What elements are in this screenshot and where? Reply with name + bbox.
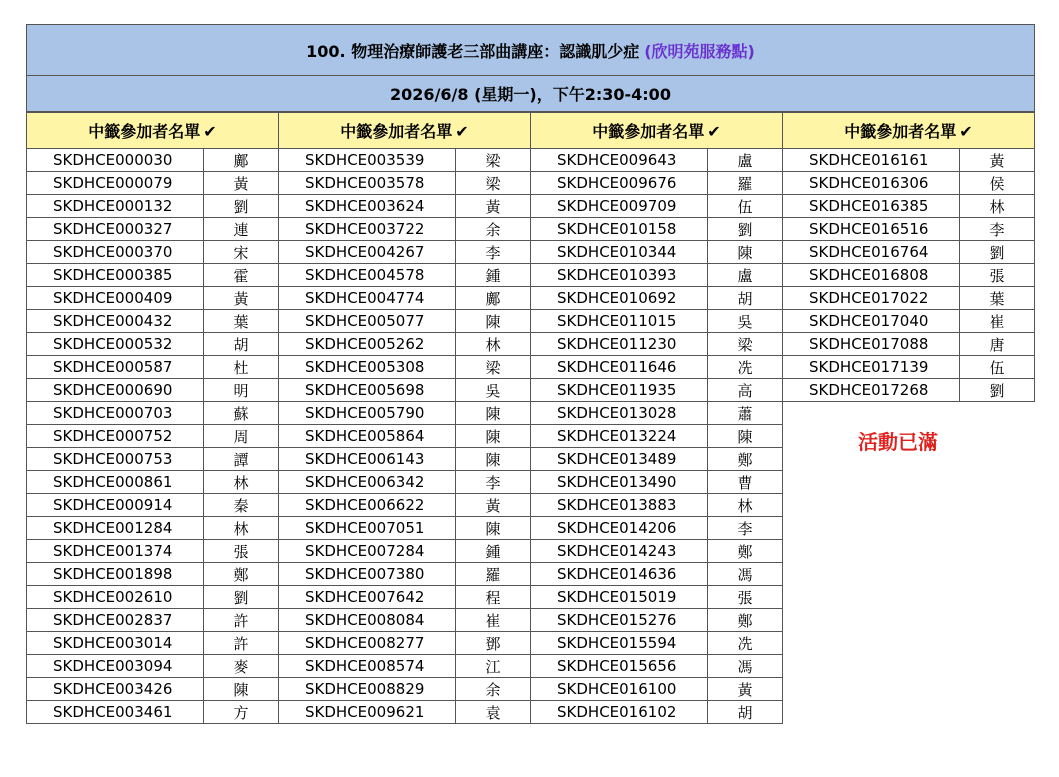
column-header: 中籤參加者名單 ✔ [27, 113, 279, 149]
participant-code: SKDHCE006342 [279, 471, 456, 494]
participant-surname: 李 [960, 218, 1035, 241]
empty-cell [960, 517, 1035, 540]
participant-code: SKDHCE015594 [531, 632, 708, 655]
participant-code: SKDHCE000030 [27, 149, 204, 172]
participant-code: SKDHCE000385 [27, 264, 204, 287]
participant-surname: 林 [456, 333, 531, 356]
participant-code: SKDHCE003426 [27, 678, 204, 701]
participant-surname: 程 [456, 586, 531, 609]
participant-code: SKDHCE015656 [531, 655, 708, 678]
participant-surname: 陳 [708, 241, 783, 264]
participant-surname: 許 [204, 632, 279, 655]
participant-surname: 羅 [456, 563, 531, 586]
event-title: 100. 物理治療師護老三部曲講座：認識肌少症 [306, 41, 640, 61]
participant-surname: 方 [204, 701, 279, 724]
participant-surname: 林 [204, 471, 279, 494]
participant-code: SKDHCE006622 [279, 494, 456, 517]
table-row [27, 471, 1035, 494]
table-row [27, 540, 1035, 563]
participant-surname: 鄭 [708, 609, 783, 632]
participant-surname: 高 [708, 379, 783, 402]
participant-surname: 連 [204, 218, 279, 241]
participant-surname: 余 [456, 678, 531, 701]
check-icon: ✔ [455, 122, 469, 141]
participant-surname: 侯 [960, 172, 1035, 195]
participant-code: SKDHCE016306 [783, 172, 960, 195]
empty-cell [783, 471, 960, 494]
participant-surname: 鄭 [708, 448, 783, 471]
empty-cell [960, 632, 1035, 655]
participant-code: SKDHCE003722 [279, 218, 456, 241]
table-row [27, 241, 1035, 264]
participant-code: SKDHCE000861 [27, 471, 204, 494]
table-row [27, 195, 1035, 218]
participant-surname: 盧 [708, 264, 783, 287]
table-row [27, 402, 1035, 425]
participant-code: SKDHCE010393 [531, 264, 708, 287]
table-row [27, 678, 1035, 701]
participant-surname: 馮 [708, 563, 783, 586]
event-venue: (欣明苑服務點) [644, 41, 755, 61]
participant-code: SKDHCE003624 [279, 195, 456, 218]
participant-surname: 鄺 [204, 149, 279, 172]
participant-code: SKDHCE005864 [279, 425, 456, 448]
participant-code: SKDHCE011230 [531, 333, 708, 356]
participant-code: SKDHCE008084 [279, 609, 456, 632]
participant-code: SKDHCE006143 [279, 448, 456, 471]
participant-surname: 陳 [456, 310, 531, 333]
participant-surname: 黃 [708, 678, 783, 701]
participant-code: SKDHCE000753 [27, 448, 204, 471]
participant-code: SKDHCE009676 [531, 172, 708, 195]
participant-surname: 陳 [456, 517, 531, 540]
participant-code: SKDHCE004267 [279, 241, 456, 264]
participant-code: SKDHCE000914 [27, 494, 204, 517]
participant-code: SKDHCE007380 [279, 563, 456, 586]
empty-cell [783, 402, 960, 425]
column-header: 中籤參加者名單 ✔ [783, 113, 1035, 149]
participant-surname: 林 [960, 195, 1035, 218]
participant-code: SKDHCE013489 [531, 448, 708, 471]
participant-code: SKDHCE016385 [783, 195, 960, 218]
participant-surname: 鍾 [456, 540, 531, 563]
participant-code: SKDHCE000752 [27, 425, 204, 448]
participant-code: SKDHCE013490 [531, 471, 708, 494]
participant-code: SKDHCE011646 [531, 356, 708, 379]
participant-code: SKDHCE007051 [279, 517, 456, 540]
participant-code: SKDHCE016808 [783, 264, 960, 287]
participant-surname: 陳 [456, 448, 531, 471]
participant-surname: 譚 [204, 448, 279, 471]
participant-code: SKDHCE002610 [27, 586, 204, 609]
participant-code: SKDHCE007642 [279, 586, 456, 609]
participant-surname: 崔 [960, 310, 1035, 333]
event-title-bar [26, 24, 1035, 76]
participant-code: SKDHCE004578 [279, 264, 456, 287]
participant-surname: 梁 [456, 149, 531, 172]
participant-code: SKDHCE014243 [531, 540, 708, 563]
participant-code: SKDHCE000079 [27, 172, 204, 195]
participant-surname: 崔 [456, 609, 531, 632]
empty-cell [783, 701, 960, 724]
participant-code: SKDHCE017040 [783, 310, 960, 333]
participant-surname: 杜 [204, 356, 279, 379]
participant-code: SKDHCE003539 [279, 149, 456, 172]
table-row [27, 264, 1035, 287]
participant-code: SKDHCE010158 [531, 218, 708, 241]
participant-code: SKDHCE011935 [531, 379, 708, 402]
participant-code: SKDHCE008829 [279, 678, 456, 701]
table-row [27, 517, 1035, 540]
participant-surname: 張 [960, 264, 1035, 287]
table-row [27, 379, 1035, 402]
participant-code: SKDHCE000370 [27, 241, 204, 264]
participant-code: SKDHCE013224 [531, 425, 708, 448]
participant-code: SKDHCE005262 [279, 333, 456, 356]
participant-surname: 李 [456, 471, 531, 494]
event-date-bar [26, 76, 1035, 112]
participant-surname: 黃 [960, 149, 1035, 172]
check-icon: ✔ [203, 122, 217, 141]
empty-cell [960, 402, 1035, 425]
participant-code: SKDHCE017139 [783, 356, 960, 379]
participant-code: SKDHCE004774 [279, 287, 456, 310]
participant-surname: 陳 [456, 402, 531, 425]
participant-surname: 鍾 [456, 264, 531, 287]
participant-surname: 周 [204, 425, 279, 448]
participant-code: SKDHCE016100 [531, 678, 708, 701]
participant-code: SKDHCE014206 [531, 517, 708, 540]
participant-code: SKDHCE005698 [279, 379, 456, 402]
participant-code: SKDHCE000432 [27, 310, 204, 333]
participant-surname: 黃 [204, 172, 279, 195]
participant-code: SKDHCE016161 [783, 149, 960, 172]
participant-surname: 葉 [960, 287, 1035, 310]
participant-surname: 麥 [204, 655, 279, 678]
empty-cell [960, 471, 1035, 494]
participant-surname: 余 [456, 218, 531, 241]
empty-cell [783, 494, 960, 517]
participant-code: SKDHCE003094 [27, 655, 204, 678]
participant-surname: 劉 [204, 586, 279, 609]
empty-cell [783, 563, 960, 586]
participant-surname: 許 [204, 609, 279, 632]
event-date: 2026/6/8 (星期一)，下午2:30-4:00 [390, 85, 671, 104]
participant-surname: 陳 [708, 425, 783, 448]
participant-surname: 張 [708, 586, 783, 609]
participant-surname: 李 [708, 517, 783, 540]
participant-code: SKDHCE013883 [531, 494, 708, 517]
participant-code: SKDHCE000132 [27, 195, 204, 218]
column-header: 中籤參加者名單 ✔ [531, 113, 783, 149]
winners-table [26, 112, 1035, 724]
participant-surname: 吳 [708, 310, 783, 333]
participant-surname: 鄭 [708, 540, 783, 563]
empty-cell [783, 517, 960, 540]
participant-surname: 冼 [708, 632, 783, 655]
participant-code: SKDHCE017268 [783, 379, 960, 402]
participant-surname: 李 [456, 241, 531, 264]
participant-surname: 林 [708, 494, 783, 517]
participant-surname: 劉 [960, 379, 1035, 402]
participant-code: SKDHCE000532 [27, 333, 204, 356]
empty-cell [783, 655, 960, 678]
participant-code: SKDHCE011015 [531, 310, 708, 333]
empty-cell [960, 425, 1035, 448]
participant-code: SKDHCE009709 [531, 195, 708, 218]
participant-code: SKDHCE008574 [279, 655, 456, 678]
participant-code: SKDHCE015019 [531, 586, 708, 609]
empty-cell [960, 609, 1035, 632]
table-row [27, 333, 1035, 356]
participant-code: SKDHCE008277 [279, 632, 456, 655]
participant-code: SKDHCE016516 [783, 218, 960, 241]
participant-surname: 黃 [204, 287, 279, 310]
participant-code: SKDHCE005077 [279, 310, 456, 333]
participant-code: SKDHCE000327 [27, 218, 204, 241]
participant-surname: 劉 [708, 218, 783, 241]
participant-code: SKDHCE009621 [279, 701, 456, 724]
participant-surname: 蘇 [204, 402, 279, 425]
empty-cell [960, 563, 1035, 586]
empty-cell [960, 678, 1035, 701]
table-row [27, 310, 1035, 333]
table-row [27, 494, 1035, 517]
participant-code: SKDHCE007284 [279, 540, 456, 563]
participant-surname: 劉 [960, 241, 1035, 264]
participant-code: SKDHCE005790 [279, 402, 456, 425]
column-header: 中籤參加者名單 ✔ [279, 113, 531, 149]
participant-surname: 鄭 [204, 563, 279, 586]
participant-code: SKDHCE002837 [27, 609, 204, 632]
empty-cell [960, 540, 1035, 563]
participant-surname: 鄧 [456, 632, 531, 655]
participant-code: SKDHCE001284 [27, 517, 204, 540]
participant-code: SKDHCE003014 [27, 632, 204, 655]
empty-cell [783, 678, 960, 701]
table-row [27, 287, 1035, 310]
participant-code: SKDHCE017022 [783, 287, 960, 310]
participant-surname: 黃 [456, 195, 531, 218]
table-row [27, 632, 1035, 655]
participant-surname: 江 [456, 655, 531, 678]
participant-surname: 羅 [708, 172, 783, 195]
participant-surname: 黃 [456, 494, 531, 517]
check-icon: ✔ [959, 122, 973, 141]
participant-surname: 伍 [960, 356, 1035, 379]
participant-surname: 宋 [204, 241, 279, 264]
participant-code: SKDHCE016764 [783, 241, 960, 264]
participant-surname: 伍 [708, 195, 783, 218]
table-row [27, 586, 1035, 609]
participant-surname: 胡 [708, 287, 783, 310]
empty-cell [960, 494, 1035, 517]
participant-surname: 梁 [456, 172, 531, 195]
participant-code: SKDHCE005308 [279, 356, 456, 379]
participant-code: SKDHCE017088 [783, 333, 960, 356]
participant-surname: 陳 [204, 678, 279, 701]
participant-surname: 劉 [204, 195, 279, 218]
table-row [27, 172, 1035, 195]
participant-code: SKDHCE010344 [531, 241, 708, 264]
participant-surname: 葉 [204, 310, 279, 333]
participant-surname: 明 [204, 379, 279, 402]
participant-surname: 霍 [204, 264, 279, 287]
participant-code: SKDHCE013028 [531, 402, 708, 425]
participant-code: SKDHCE015276 [531, 609, 708, 632]
participant-code: SKDHCE000703 [27, 402, 204, 425]
participant-surname: 盧 [708, 149, 783, 172]
event-full-notice: 活動已滿 [858, 430, 938, 454]
participant-surname: 鄺 [456, 287, 531, 310]
empty-cell [960, 586, 1035, 609]
participant-surname: 馮 [708, 655, 783, 678]
empty-cell [783, 632, 960, 655]
participant-code: SKDHCE000690 [27, 379, 204, 402]
participant-surname: 秦 [204, 494, 279, 517]
participant-code: SKDHCE003461 [27, 701, 204, 724]
table-row [27, 655, 1035, 678]
participant-surname: 張 [204, 540, 279, 563]
check-icon: ✔ [707, 122, 721, 141]
participant-surname: 蕭 [708, 402, 783, 425]
empty-cell [783, 609, 960, 632]
empty-cell [783, 540, 960, 563]
empty-cell [960, 701, 1035, 724]
participant-code: SKDHCE001898 [27, 563, 204, 586]
participant-surname: 唐 [960, 333, 1035, 356]
participant-surname: 陳 [456, 425, 531, 448]
participant-surname: 冼 [708, 356, 783, 379]
column-header-row [27, 113, 1035, 149]
empty-cell [783, 586, 960, 609]
table-row [27, 609, 1035, 632]
table-row [27, 356, 1035, 379]
table-row [27, 149, 1035, 172]
empty-cell [960, 655, 1035, 678]
participant-surname: 林 [204, 517, 279, 540]
participant-code: SKDHCE003578 [279, 172, 456, 195]
empty-cell [960, 448, 1035, 471]
participant-code: SKDHCE010692 [531, 287, 708, 310]
participant-surname: 梁 [708, 333, 783, 356]
participant-code: SKDHCE016102 [531, 701, 708, 724]
participant-code: SKDHCE001374 [27, 540, 204, 563]
participant-code: SKDHCE000409 [27, 287, 204, 310]
participant-surname: 胡 [204, 333, 279, 356]
participant-surname: 曹 [708, 471, 783, 494]
participant-surname: 袁 [456, 701, 531, 724]
table-row [27, 701, 1035, 724]
participant-code: SKDHCE000587 [27, 356, 204, 379]
table-row [27, 218, 1035, 241]
participant-surname: 胡 [708, 701, 783, 724]
participant-code: SKDHCE009643 [531, 149, 708, 172]
participant-surname: 吳 [456, 379, 531, 402]
participant-surname: 梁 [456, 356, 531, 379]
table-row [27, 563, 1035, 586]
participant-code: SKDHCE014636 [531, 563, 708, 586]
